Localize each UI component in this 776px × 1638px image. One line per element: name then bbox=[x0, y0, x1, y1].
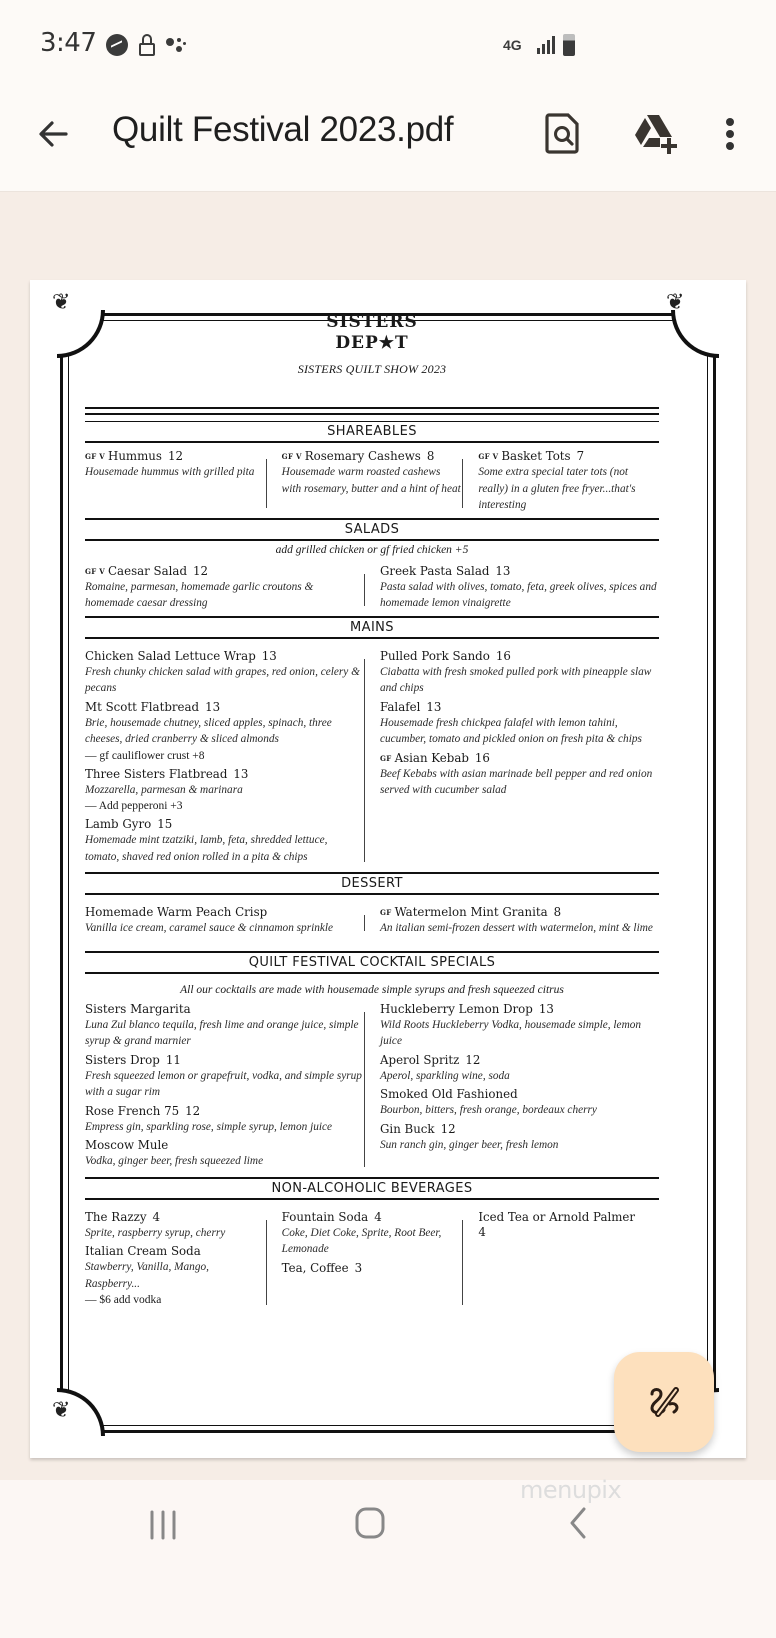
item-price: 13 bbox=[495, 563, 511, 578]
beverages-column-2 bbox=[266, 1210, 463, 1312]
menu-item bbox=[266, 449, 463, 514]
lock-icon bbox=[138, 34, 156, 56]
item-name: The Razzy bbox=[85, 1209, 147, 1224]
more-options-button[interactable] bbox=[722, 114, 738, 154]
item-price: 3 bbox=[354, 1260, 363, 1275]
status-time: 3:47 bbox=[40, 28, 97, 58]
app-bar bbox=[0, 90, 776, 192]
item-price: 13 bbox=[426, 699, 442, 714]
item-addon: — gf cauliflower crust +8 bbox=[85, 749, 205, 762]
item-name: Pulled Pork Sando bbox=[380, 648, 490, 663]
item-name: Caesar Salad bbox=[108, 563, 188, 578]
search-in-document-icon bbox=[543, 112, 583, 154]
item-name: Lamb Gyro bbox=[85, 817, 152, 831]
item-name: Three Sisters Flatbread bbox=[85, 766, 228, 781]
item-name: Huckleberry Lemon Drop bbox=[380, 1001, 533, 1016]
item-name: Fountain Soda bbox=[281, 1209, 369, 1224]
item-description: Vanilla ice cream, caramel sauce & cinnamon sprinkle bbox=[85, 922, 334, 934]
menu-item bbox=[462, 449, 659, 514]
search-in-document-button[interactable] bbox=[543, 112, 583, 154]
mains-right-column bbox=[364, 649, 659, 869]
mains-left-column bbox=[85, 649, 364, 869]
item-name: Basket Tots bbox=[501, 449, 571, 463]
item-name: Chicken Salad Lettuce Wrap bbox=[85, 648, 256, 663]
section-title-non-alcoholic: NON-ALCOHOLIC BEVERAGES bbox=[271, 1180, 473, 1196]
menu-item bbox=[85, 1138, 364, 1170]
item-description: Stawberry, Vanilla, Mango, Raspberry... bbox=[85, 1261, 209, 1290]
flourish-icon: ❦ bbox=[666, 290, 685, 315]
item-description: Coke, Diet Coke, Sprite, Root Beer, Lemonade bbox=[281, 1226, 442, 1255]
item-description: Wild Roots Huckleberry Vodka, housemade simple, lemon juice bbox=[380, 1018, 642, 1047]
item-name: Hummus bbox=[108, 449, 162, 463]
item-description: Empress gin, sparkling rose, simple syrup, lemon juice bbox=[85, 1120, 333, 1133]
menu-item bbox=[380, 649, 659, 697]
mains-list bbox=[85, 639, 659, 873]
salads-note: add grilled chicken or gf fried chicken +5 bbox=[275, 543, 469, 556]
section-title-salads: SALADS bbox=[344, 521, 400, 537]
item-description: Fresh chunky chicken salad with grapes, red onion, celery & pecans bbox=[85, 665, 360, 694]
menu-item bbox=[85, 817, 364, 865]
beverages-column-3 bbox=[462, 1210, 659, 1312]
item-price: 12 bbox=[193, 563, 209, 578]
menu-item bbox=[85, 1002, 364, 1050]
brand-line-1: SISTERS bbox=[326, 312, 418, 332]
item-price: 16 bbox=[474, 750, 490, 765]
menu-item bbox=[85, 649, 364, 697]
item-description: Vodka, ginger beer, fresh squeezed lime bbox=[85, 1155, 264, 1167]
item-description: Homemade mint tzatziki, lamb, feta, shredded lettuce, tomato, shaved red onion rolled in a pita & chips bbox=[85, 834, 328, 863]
item-name: Iced Tea or Arnold Palmer bbox=[478, 1209, 636, 1224]
menu-item bbox=[380, 751, 659, 799]
item-price: 13 bbox=[261, 648, 277, 663]
flourish-icon: ❦ bbox=[52, 290, 71, 315]
item-description: Bourbon, bitters, fresh orange, bordeaux cherry bbox=[380, 1104, 597, 1116]
menu-item bbox=[85, 1053, 364, 1101]
shareables-list bbox=[85, 443, 659, 518]
recents-button[interactable] bbox=[148, 1508, 180, 1540]
menu-item bbox=[282, 1261, 463, 1276]
item-price: 4 bbox=[374, 1209, 382, 1224]
item-name: Italian Cream Soda bbox=[85, 1244, 201, 1258]
add-to-drive-icon bbox=[632, 112, 678, 156]
navigation-bar bbox=[0, 1480, 776, 1638]
item-name: Tea, Coffee bbox=[281, 1260, 349, 1275]
item-price: 4 bbox=[478, 1224, 486, 1239]
item-price: 8 bbox=[553, 905, 562, 919]
section-title-shareables: SHAREABLES bbox=[327, 424, 417, 439]
network-4g-icon: 4G bbox=[503, 37, 522, 53]
cocktails-right-column bbox=[364, 1002, 659, 1173]
menu-item bbox=[85, 449, 266, 514]
back-icon bbox=[566, 1506, 590, 1540]
brand-logo bbox=[85, 312, 659, 354]
item-name: Homemade Warm Peach Crisp bbox=[85, 905, 268, 919]
item-price: 12 bbox=[167, 449, 183, 463]
menu-item bbox=[85, 1244, 266, 1308]
dietary-tag: GF V bbox=[281, 452, 302, 461]
annotate-fab-button[interactable] bbox=[614, 1352, 714, 1452]
item-description: Sun ranch gin, ginger beer, fresh lemon bbox=[380, 1138, 559, 1151]
item-description: Sprite, raspberry syrup, cherry bbox=[85, 1226, 226, 1239]
item-addon: — $6 add vodka bbox=[85, 1294, 162, 1306]
more-vert-icon bbox=[722, 114, 738, 154]
cocktails-note: All our cocktails are made with housemade simple syrups and fresh squeezed citrus bbox=[180, 983, 564, 996]
item-name: Greek Pasta Salad bbox=[380, 563, 490, 578]
item-description: Pasta salad with olives, tomato, feta, greek olives, spices and homemade lemon vinaigrette bbox=[380, 580, 657, 609]
item-description: Fresh squeezed lemon or grapefruit, vodka, and simple syrup with a sugar rim bbox=[85, 1069, 362, 1098]
dietary-tag: GF V bbox=[478, 452, 499, 461]
item-name: Sisters Drop bbox=[85, 1052, 160, 1067]
notification-icons bbox=[106, 34, 186, 56]
menu-item bbox=[85, 564, 364, 612]
menu-item bbox=[85, 1104, 364, 1136]
dietary-tag: GF bbox=[380, 908, 392, 917]
item-price: 8 bbox=[426, 449, 435, 463]
status-bar bbox=[0, 0, 776, 90]
item-description: An italian semi-frozen dessert with watermelon, mint & lime bbox=[380, 922, 653, 934]
item-price: 15 bbox=[157, 817, 173, 831]
cocktails-left-column bbox=[85, 1002, 364, 1173]
section-title-dessert: DESSERT bbox=[341, 876, 403, 891]
item-name: Smoked Old Fashioned bbox=[380, 1087, 518, 1101]
menu-item bbox=[85, 767, 364, 815]
menu-item bbox=[85, 700, 364, 764]
annotate-pen-icon bbox=[644, 1382, 684, 1422]
item-name: Rosemary Cashews bbox=[304, 449, 421, 463]
brand-line-2: DEP★T bbox=[335, 333, 409, 353]
flourish-icon: ❦ bbox=[52, 1398, 71, 1423]
item-name: Gin Buck bbox=[380, 1121, 435, 1136]
item-price: 4 bbox=[152, 1209, 160, 1224]
item-price: 11 bbox=[165, 1052, 181, 1067]
home-button[interactable] bbox=[354, 1506, 386, 1538]
item-name: Aperol Spritz bbox=[380, 1052, 460, 1067]
item-price: 12 bbox=[185, 1103, 201, 1118]
menu-item bbox=[364, 905, 659, 937]
item-description: Some extra special tater tots (not really) in a gluten free fryer...that's interesting bbox=[478, 466, 636, 511]
salads-list bbox=[85, 562, 659, 616]
item-name: Asian Kebab bbox=[394, 750, 469, 765]
item-description: Housemade warm roasted cashews with rosemary, butter and a hint of heat bbox=[281, 466, 461, 495]
menu-item bbox=[380, 1087, 659, 1119]
dietary-tag: GF V bbox=[85, 452, 106, 461]
pdf-page[interactable] bbox=[30, 280, 746, 1458]
item-description: Housemade hummus with grilled pita bbox=[85, 466, 255, 478]
item-description: Aperol, sparkling wine, soda bbox=[380, 1069, 510, 1082]
menu-item bbox=[282, 1210, 463, 1258]
section-title-mains: MAINS bbox=[350, 619, 394, 635]
item-description: Beef Kebabs with asian marinade bell pepper and red onion served with cucumber salad bbox=[380, 767, 653, 796]
battery-icon bbox=[563, 34, 575, 56]
dessert-list bbox=[85, 895, 659, 951]
item-description: Housemade fresh chickpea falafel with lemon tahini, cucumber, tomato and pickled onion on fresh pita & chips bbox=[380, 716, 642, 745]
item-name: Moscow Mule bbox=[85, 1138, 169, 1152]
item-price: 13 bbox=[233, 766, 249, 781]
beverages-column-1 bbox=[85, 1210, 266, 1312]
menu-item bbox=[380, 700, 659, 748]
item-description: Romaine, parmesan, homemade garlic croutons & homemade caesar dressing bbox=[85, 580, 314, 609]
menu-item bbox=[85, 1210, 266, 1242]
item-description: Brie, housemade chutney, sliced apples, spinach, three cheeses, dried cranberry & sliced almonds bbox=[85, 716, 332, 745]
item-price: 12 bbox=[440, 1121, 456, 1136]
item-price: 13 bbox=[538, 1001, 554, 1016]
menu-item bbox=[85, 905, 364, 937]
item-addon: — Add pepperoni +3 bbox=[85, 800, 183, 812]
back-button[interactable] bbox=[34, 114, 74, 154]
item-name: Falafel bbox=[380, 699, 421, 714]
menu-content bbox=[85, 310, 659, 1315]
recents-icon bbox=[148, 1508, 180, 1540]
item-description: Mozzarella, parmesan & marinara bbox=[85, 783, 243, 796]
item-name: Sisters Margarita bbox=[85, 1001, 191, 1016]
menu-subtitle: SISTERS QUILT SHOW 2023 bbox=[297, 362, 447, 376]
watermark: menupix bbox=[520, 1476, 622, 1504]
add-to-drive-button[interactable] bbox=[632, 112, 678, 156]
item-price: 16 bbox=[495, 648, 511, 663]
item-price: 7 bbox=[576, 449, 585, 463]
document-title: Quilt Festival 2023.pdf bbox=[112, 110, 454, 149]
cocktails-list bbox=[85, 1002, 659, 1177]
menu-item bbox=[364, 564, 659, 612]
home-icon bbox=[354, 1506, 386, 1540]
non-alcoholic-list bbox=[85, 1200, 659, 1316]
assistant-dots-icon bbox=[166, 35, 186, 55]
back-arrow-icon bbox=[34, 114, 74, 154]
item-description: Luna Zul blanco tequila, fresh lime and orange juice, simple syrup & grand marnier bbox=[85, 1018, 359, 1047]
menu-item bbox=[380, 1053, 659, 1085]
signal-icon bbox=[537, 36, 555, 54]
messenger-icon bbox=[106, 34, 128, 56]
menu-item bbox=[380, 1002, 659, 1050]
item-price: 12 bbox=[465, 1052, 481, 1067]
item-description: Ciabatta with fresh smoked pulled pork with pineapple slaw and chips bbox=[380, 665, 652, 694]
item-price: 13 bbox=[205, 699, 221, 714]
section-title-cocktails: QUILT FESTIVAL COCKTAIL SPECIALS bbox=[248, 954, 496, 970]
dietary-tag: GF V bbox=[85, 566, 106, 576]
system-icons bbox=[503, 34, 575, 56]
dietary-tag: GF bbox=[380, 753, 392, 763]
item-name: Mt Scott Flatbread bbox=[85, 699, 200, 714]
menu-item bbox=[380, 1122, 659, 1154]
item-name: Rose French 75 bbox=[85, 1103, 180, 1118]
menu-item bbox=[478, 1210, 659, 1240]
system-back-button[interactable] bbox=[566, 1506, 590, 1540]
item-name: Watermelon Mint Granita bbox=[394, 905, 548, 919]
